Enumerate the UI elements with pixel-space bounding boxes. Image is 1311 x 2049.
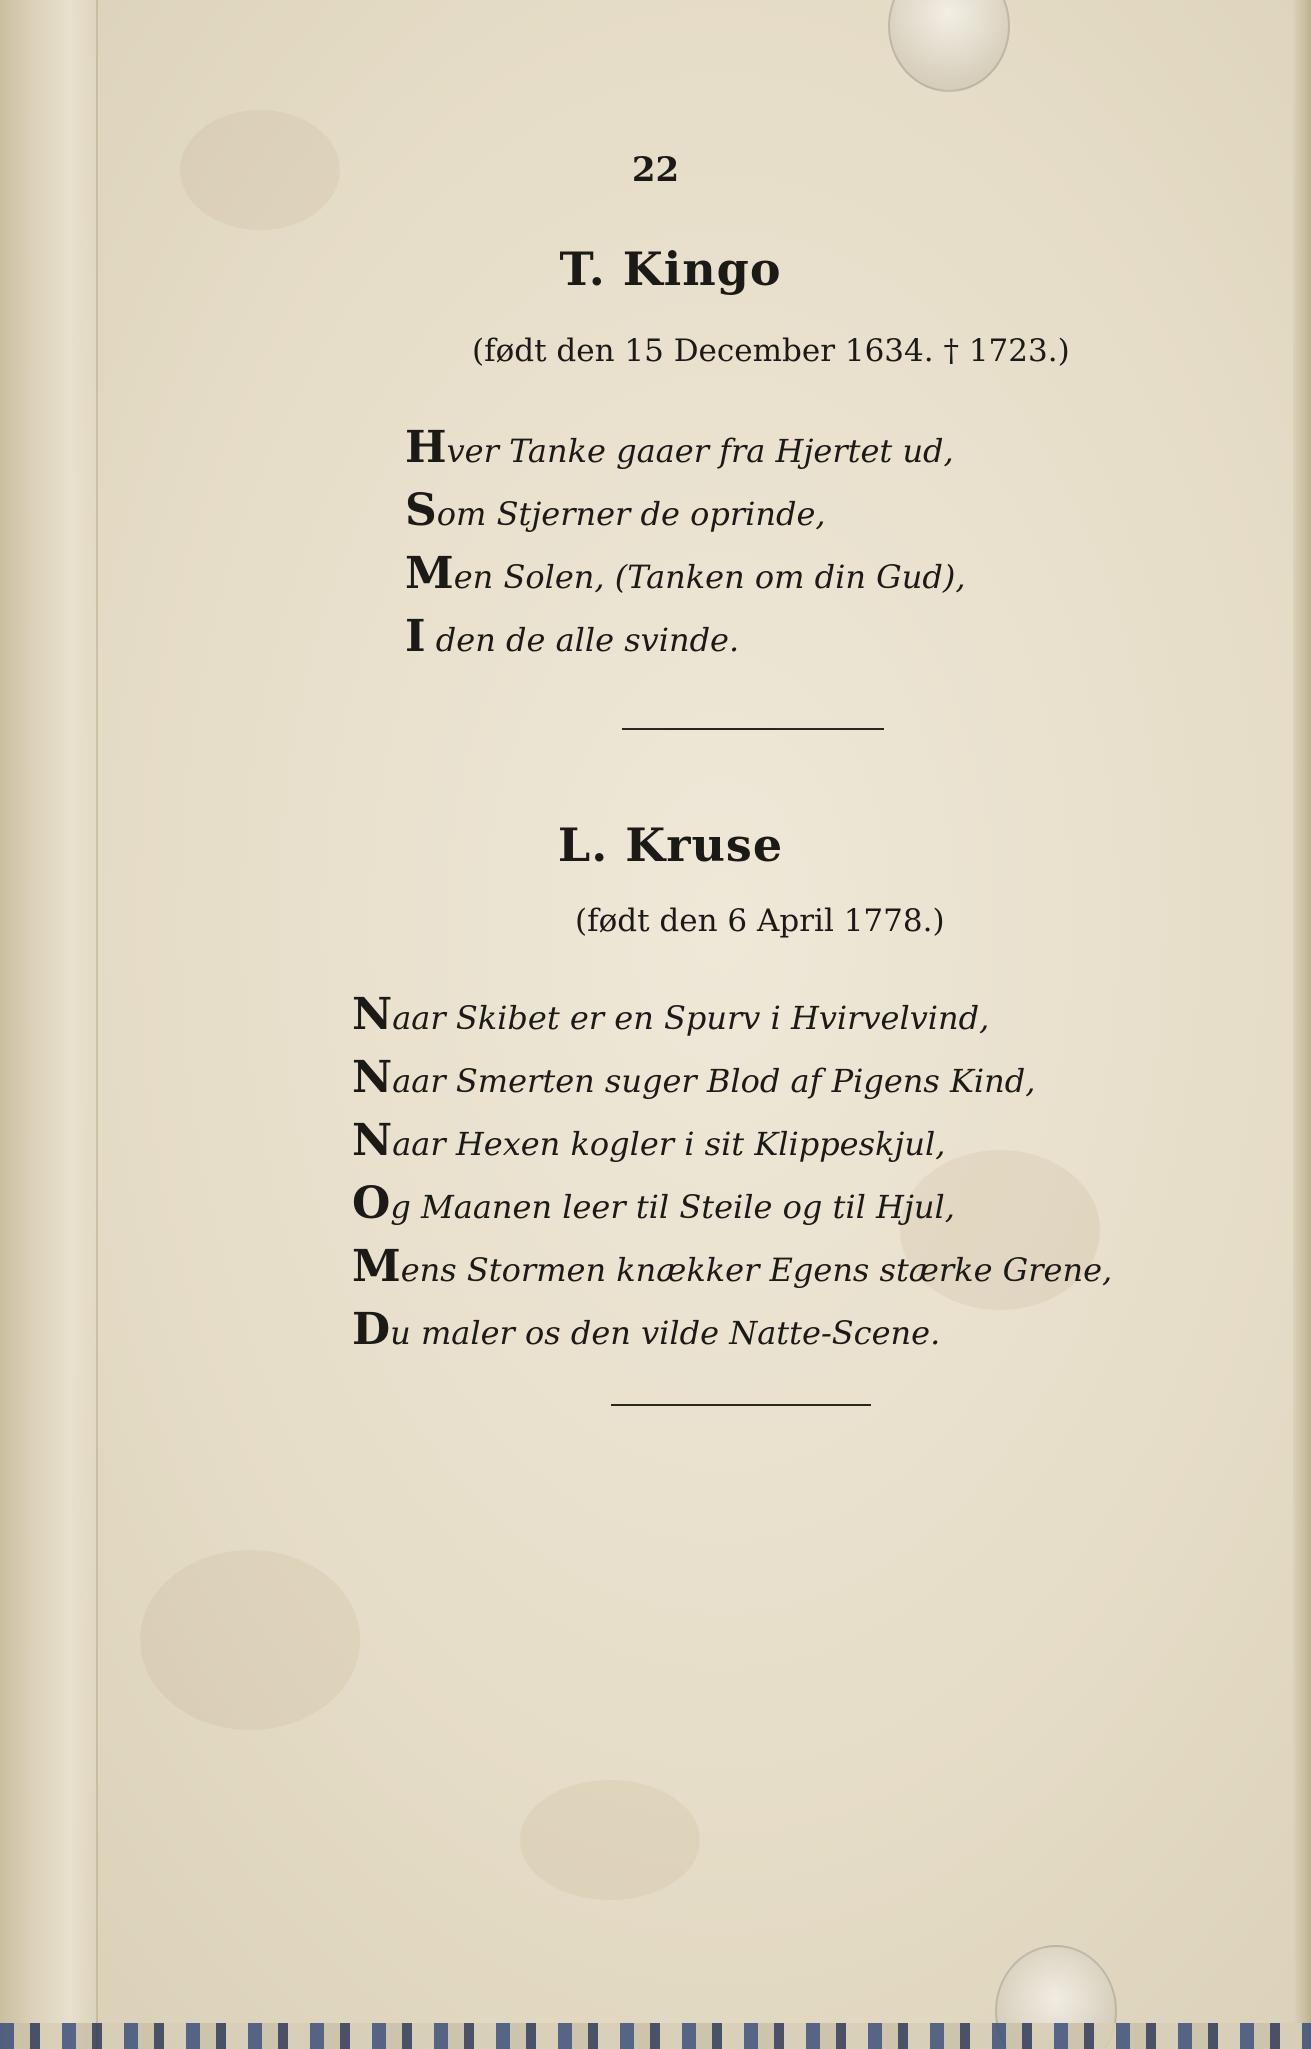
paper-stain xyxy=(520,1780,700,1900)
paper-stain xyxy=(140,1550,360,1730)
page-fold-line xyxy=(96,0,98,2049)
verse-line: Naar Smerten suger Blod af Pigens Kind, xyxy=(352,1052,1036,1103)
verse-line: Hver Tanke gaaer fra Hjertet ud, xyxy=(405,422,954,473)
page-right-edge xyxy=(1293,0,1311,2049)
section-divider xyxy=(611,1404,871,1406)
verse-line: Og Maanen leer til Steile og til Hjul, xyxy=(352,1178,955,1229)
verse-kingo xyxy=(405,418,965,670)
author-dates-kruse: (født den 6 April 1778.) xyxy=(575,903,945,939)
verse-line: Naar Skibet er en Spurv i Hvirvelvind, xyxy=(352,989,990,1040)
author-heading-kruse: L. Kruse xyxy=(557,818,784,872)
verse-kruse xyxy=(352,985,1112,1363)
page-spine-shadow xyxy=(0,0,100,2049)
verse-line: Naar Hexen kogler i sit Klippeskjul, xyxy=(352,1115,946,1166)
page-number: 22 xyxy=(631,150,680,190)
author-heading-kingo: T. Kingo xyxy=(559,242,782,296)
verse-line: Mens Stormen knækker Egens stærke Grene, xyxy=(352,1241,1113,1292)
section-divider xyxy=(622,728,884,730)
verse-line: I den de alle svinde. xyxy=(405,611,740,662)
verse-line: Du maler os den vilde Natte-Scene. xyxy=(352,1304,941,1355)
verse-line: Som Stjerner de oprinde, xyxy=(405,485,826,536)
verse-line: Men Solen, (Tanken om din Gud), xyxy=(405,548,966,599)
page-clip-top xyxy=(888,0,1010,92)
author-dates-kingo: (født den 15 December 1634. † 1723.) xyxy=(472,333,1070,369)
cover-edge-strip xyxy=(0,2023,1311,2049)
